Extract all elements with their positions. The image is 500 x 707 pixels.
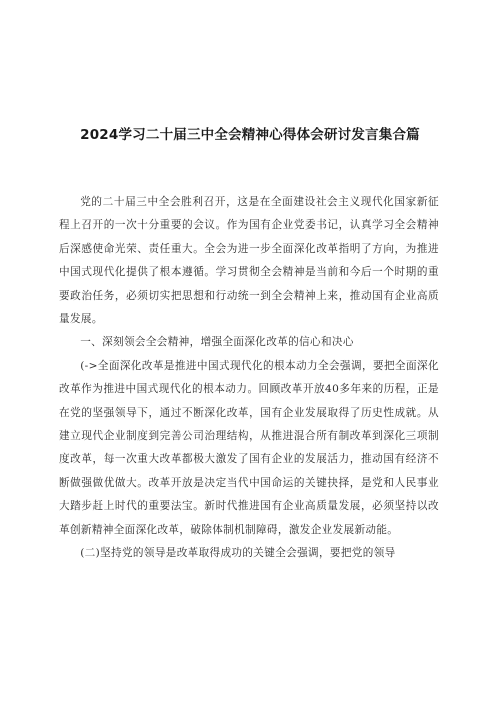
- subsection-paragraph-2: (二)坚持党的领导是改革取得成功的关键全会强调，要把党的领导: [80, 547, 396, 560]
- intro-paragraph: 党的二十届三中全会胜利召开，这是在全面建设社会主义现代化国家新征程上召开的一次十分重要的会议。作为国有企业党委书记，认真学习全会精神后深感使命光荣、责任重大。全会为进一步全面深化改革指明了方向，为推进中国式现代化提供了根本遵循。学习贯彻全会精神是当前和今后一个时期的重要政治任务，必须切实把思想和行动统一到全会精神上来，推动国有企业高质量发展。: [59, 196, 439, 326]
- subsection-paragraph-1: (->全面深化改革是推进中国式现代化的根本动力全会强调，要把全面深化改革作为推进中国式现代化的根本动力。回顾改革开放40多年来的历程，正是在党的坚强领导下，通过不断深化改革，国有企业发展取得了历史性成就。从建立现代企业制度到完善公司治理结构，从推进混合所有制改革到深化三项制度改革，每一次重大改革都极大激发了国有企业的发展活力，推动国有经济不断做强做优做大。改革开放是决定当代中国命运的关键抉择，是党和人民事业大踏步赶上时代的重要法宝。新时代推进国有企业高质量发展，必须坚持以改革创新精神全面深化改革，破除体制机制障碍，激发企业发展新动能。: [59, 359, 439, 536]
- section-heading-1: 一、深刻领会全会精神，增强全面深化改革的信心和决心: [80, 336, 354, 349]
- document-title: 2024学习二十届三中全会精神心得体会研讨发言集合篇: [80, 127, 420, 143]
- document-body: [59, 191, 439, 566]
